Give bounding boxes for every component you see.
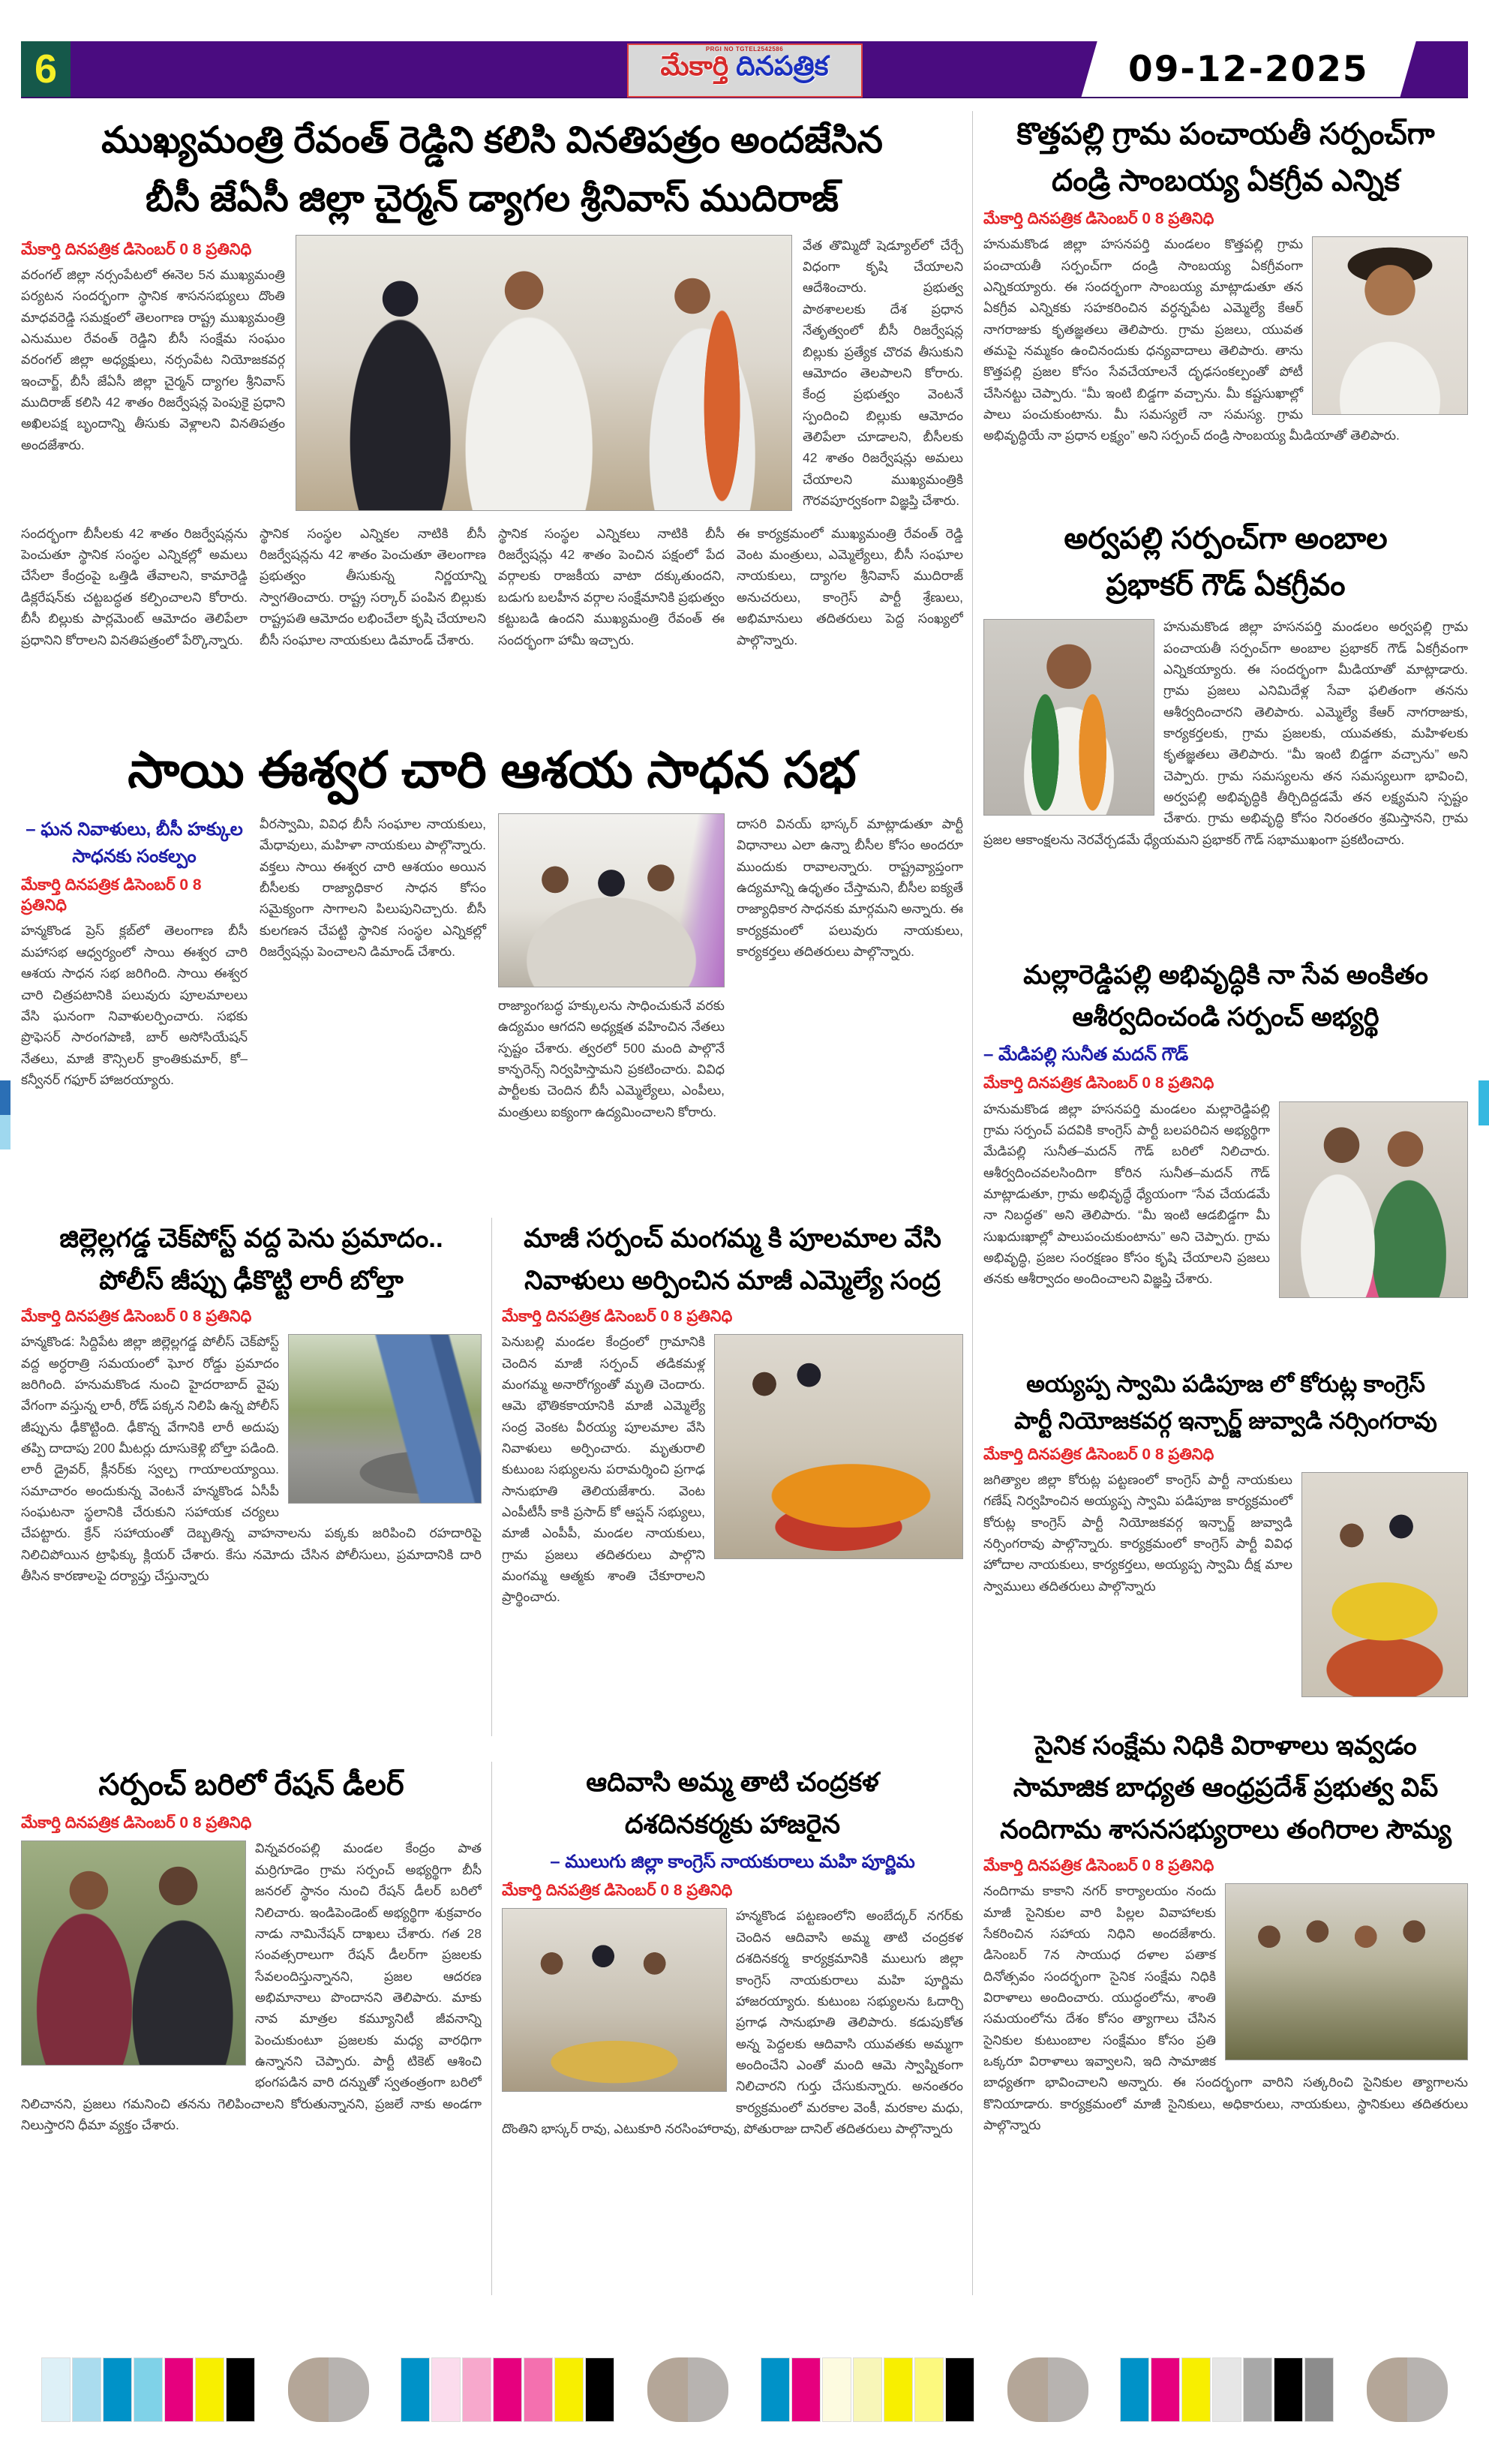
photo-funeral-garlands [714, 1334, 963, 1559]
color-swatch [1274, 2357, 1303, 2422]
a1-bottom-col3: స్థానిక సంస్థల ఎన్నికలు నాటికి బీసీ రిజర్వేషన్లు 42 శాతం పెంచిన పక్షంలో పేద వర్గాలకు రాజకీయ వాటా దక్కుతుందని, బడుగు బలహీన వర్గాల సంక్షేమానికి ప్రభుత్వం కట్టుబడి ఉందని ముఖ్యమంత్రి రేవంత్ ఈ సందర్భంగా హామీ ఇచ్చారు. [498, 525, 725, 648]
color-swatch [164, 2357, 194, 2422]
color-swatch [1304, 2357, 1334, 2422]
print-color-capsule [1367, 2357, 1448, 2422]
photo-cm-revanth-greeting [296, 235, 792, 511]
main-section [21, 111, 973, 2295]
article-mangamma-tribute [492, 1218, 963, 1736]
article-ration-dealer [21, 1762, 492, 2295]
color-swatch [914, 2357, 944, 2422]
print-color-capsule [647, 2357, 728, 2422]
a3-headline-line1: జిల్లెల్లగడ్డ చెక్‌పోస్ట్ వద్ద పెను ప్రమాదం.. [59, 1223, 443, 1253]
color-swatch [1120, 2357, 1149, 2422]
a2-dateline: మేకార్తి దినపత్రిక డిసెంబర్ 0 8 ప్రతినిధి [21, 876, 202, 915]
photo-press-club-meeting [498, 813, 725, 987]
a6-body: హన్మకొండ పట్టణంలోని అంబేద్కర్ నగర్‌కు చెందిన ఆదివాసి అమ్మ తాటి చంద్రకళ దశదినకర్మ కార్యక్రమానికి ములుగు జిల్లా కాంగ్రెస్ నాయకురాలు మహి పూర్ణిమ హాజరయ్యారు. కుటుంబ సభ్యులను ఓదార్చి ప్రగాఢ సానుభూతి తెలిపారు. కడుపుకోత అన్న పెద్దలకు ఆదివాసి యువతకు అమ్మగా అందించేని ఎంతో మంది ఆమె స్వాప్నికంగా నిలిచారని గుర్తు చేసుకున్నారు. అనంతరం కార్యక్రమంలో మరకాల వెంకీ, మరకాల మధు, దొంతిని భాస్కర్ రావు, ఎటుకూరి నరసింహారావు, పోతురాజు దానిల్ తదితరులు పాల్గొన్నారు [502, 1908, 963, 2136]
r2-headline-line1: అర్వపల్లి సర్పంచ్‌గా అంబాల [1064, 522, 1388, 556]
photo-overturned-lorry [288, 1334, 482, 1504]
a2-body-col4: దాసరి వినయ్ భాస్కర్ మాట్లాడుతూ పార్టీ విధానాలు ఎలా ఉన్నా బీసీల కోసం అందరూ ముందుకు రావాలన్నారు. రాష్ట్రవ్యాప్తంగా ఉద్యమాన్ని ఉధృతం చేస్తామని, బీసీల ఐక్యతే రాజ్యాధికార సాధనకు మార్గమని అన్నారు. ఈ కార్యక్రమంలో పలువురు నాయకులు, కార్యకర్తలు తదితరులు పాల్గొన్నారు. [737, 816, 963, 959]
r5-dateline: మేకార్తి దినపత్రిక డిసెంబర్ 0 8 ప్రతినిధి [983, 1857, 1214, 1875]
a4-dateline: మేకార్తి దినపత్రిక డిసెంబర్ 0 8 ప్రతినిధి [21, 1814, 252, 1832]
article-cm-memorandum [21, 111, 963, 712]
logo-name-part2: దినపత్రిక [736, 50, 829, 81]
a5-body: పెనుబల్లి మండల కేంద్రంలో గ్రామానికి చెందిన మాజీ సర్పంచ్ తడికమళ్ల మంగమ్మ అనారోగ్యంతో మృతి చెందారు. ఆమె భౌతికకాయానికి మాజీ ఎమ్మెల్యే సంద్ర వెంకట వీరయ్య పూలమాల వేసి నివాళులు అర్పించారు. మృతురాలి కుటుంబ సభ్యులను పరామర్శించి ప్రగాఢ సానుభూతి తెలియజేశారు. వెంట ఎంపీటీసీ కాకి ప్రసాద్ కో ఆప్షన్ సభ్యులు, మాజీ ఎంపీపీ, మండల నాయకులు, గ్రామ ప్రజలు తదితరులు పాల్గొని మంగమ్మ ఆత్మకు శాంతి చేకూరాలని ప్రార్థించారు. [502, 1334, 705, 1605]
page-number: 6 [21, 41, 71, 97]
r5-body: నందిగామ కాకాని నగర్ కార్యాలయం నందు మాజీ సైనికుల వారి పిల్లల వివాహాలకు సేకరించిన సహాయ నిధిని అందజేశారు. డిసెంబర్ 7న సాయుధ దళాల పతాక దినోత్సవం సందర్భంగా సైనిక సంక్షేమ నిధికి విరాళాలు అందించారు. యుద్ధంలోను, శాంతి సమయంలోను దేశం కోసం త్యాగాలు చేసిన సైనికుల కుటుంబాల సంక్షేమం కోసం ప్రతి ఒక్కరూ విరాళాలు ఇవ్వాలని, ఇది సామాజిక బాధ్యతగా భావించాలని అన్నారు. ఈ సందర్భంగా వారిని సత్కరించి సైనికుల త్యాగాలను కొనియాడారు. కార్యక్రమంలో మాజీ సైనికులు, అధికారులు, నాయకులు, స్థానికులు తదితరులు పాల్గొన్నారు [983, 1883, 1468, 2133]
r2-body: హనుమకొండ జిల్లా హసనపర్తి మండలం అర్వపల్లి గ్రామ పంచాయతీ సర్పంచ్‌గా అంబాల ప్రభాకర్ గౌడ్ ఏకగ్రీవంగా ఎన్నికయ్యారు. ఈ సందర్భంగా మీడియాతో మాట్లాడారు. గ్రామ ప్రజలు ఎనిమిదేళ్ల సేవా ఫలితంగా తనను ఆశీర్వదించారని తెలిపారు. ఎమ్మెల్యే కేఆర్ నాగరాజుకు, కార్యకర్తలకు, గ్రామ ప్రజలకు, యువతకు, మహిళలకు కృతజ్ఞతలు తెలిపారు. “మీ ఇంటి బిడ్డగా వచ్చాను” అని చెప్పారు. గ్రామ సమస్యలను తన సమస్యలుగా భావించి, అర్వపల్లి అభివృద్ధికి తీర్చిదిద్దడమే తన లక్ష్యమని స్పష్టం చేశారు. గ్రామ అభివృద్ధి కోసం నిరంతరం శ్రమిస్తానని, గ్రామ ప్రజల ఆకాంక్షలను నెరవేర్చడమే ధ్యేయమని ప్రభాకర్ గౌడ్ సభాముఖంగా ప్రకటించారు. [983, 619, 1468, 847]
a1-bottom-col1: సందర్భంగా బీసీలకు 42 శాతం రిజర్వేషన్లను పెంచుతూ స్థానిక సంస్థల ఎన్నికల్లో అమలు చేసేలా కేంద్రంపై ఒత్తిడి తేవాలని, కామారెడ్డి డిక్లరేషన్‌కు చట్టబద్ధత కల్పించాలని కోరారు. బీసీ బిల్లుకు పార్లమెంట్ ఆమోదం తెలిపేలా ప్రధానిని కోరాలని వినతిపత్రంలో పేర్కొన్నారు. [21, 525, 248, 648]
color-swatch [1212, 2357, 1241, 2422]
color-swatch [853, 2357, 882, 2422]
r3-body: హనుమకొండ జిల్లా హసనపర్తి మండలం మల్లారెడ్డిపల్లి గ్రామ సర్పంచ్ పదవికి కాంగ్రెస్ పార్టీ బలపరిచిన అభ్యర్థిగా మేడిపల్లి సునీత–మదన్ గౌడ్ బరిలో నిలిచారు. ఆశీర్వదించవలసిందిగా కోరిన సునీత–మదన్ గౌడ్ మాట్లాడుతూ, గ్రామ అభివృద్ధే ధ్యేయంగా “సేవ చేయడమే నా నిబద్ధత” అని తెలిపారు. “మీ ఇంటి ఆడబిడ్డగా మీ సుఖదుఃఖాల్లో పాలుపంచుకుంటాను” అని చెప్పారు. గ్రామ అభివృద్ధి, ప్రజల సంరక్షణం కోసం కృషి చేయాలని ప్రజలు తనకు ఆశీర్వాదం అందించాలని విజ్ఞప్తి చేశారు. [983, 1101, 1270, 1287]
r5-headline-line1: సైనిక సంక్షేమ నిధికి విరాళాలు ఇవ్వడం [1034, 1731, 1417, 1761]
photo-ration-dealer-candidate [21, 1840, 246, 2066]
color-swatch [134, 2357, 163, 2422]
color-swatch [72, 2357, 101, 2422]
r3-subhead: – మేడిపల్లి సునీత మదన్ గౌడ్ [983, 1044, 1189, 1065]
color-swatch [103, 2357, 132, 2422]
a6-headline-line1: ఆదివాసి అమ్మ తాటి చంద్రకళ [586, 1768, 879, 1798]
color-swatch [401, 2357, 430, 2422]
color-swatch [761, 2357, 790, 2422]
r2-headline-line2: ప్రభాకర్ గౌడ్ ఏకగ్రీవం [1106, 569, 1346, 602]
a2-body-col2: వీరస్వామి, వివిధ బీసీ సంఘాల నాయకులు, మేధావులు, మహిళా నాయకులు పాల్గొన్నారు. వక్తలు సాయి ఈశ్వర చారి ఆశయం అయిన బీసీలకు రాజ్యాధికార సాధన కోసం సమైక్యంగా సాగాలని పిలుపునిచ్చారు. బీసీ కులగణన చేపట్టి స్థానిక సంస్థల ఎన్నికల్లో రిజర్వేషన్లు పెంచాలని డిమాండ్ చేశారు. [260, 816, 486, 959]
color-swatch [226, 2357, 255, 2422]
color-swatch [554, 2357, 584, 2422]
a6-headline-line2: దశదినకర్మకు హాజరైన [624, 1810, 841, 1840]
a1-dateline: మేకార్తి దినపత్రిక డిసెంబర్ 0 8 ప్రతినిధి [21, 240, 252, 258]
a1-headline-line2: బీసీ జేఏసీ జిల్లా చైర్మన్ డ్యాగల శ్రీనివాస్ ముదిరాజ్ [145, 179, 839, 220]
photo-ayyappa-pooja [1301, 1472, 1468, 1697]
color-swatch [945, 2357, 974, 2422]
color-swatch [41, 2357, 71, 2422]
a3-dateline: మేకార్తి దినపత్రిక డిసెంబర్ 0 8 ప్రతినిధి [21, 1307, 252, 1325]
logo-registration-number: PRGI NO TGTEL2542586 [705, 46, 784, 53]
photo-prabhakar-goud-garlanded [983, 619, 1154, 816]
a6-subhead: – ములుగు జిల్లా కాంగ్రెస్ నాయకురాలు మహి పూర్ణిమ [550, 1852, 915, 1873]
print-color-bar [1120, 2357, 1335, 2422]
article-sai-eshwar-chari [21, 738, 963, 1192]
a1-body-left: వరంగల్ జిల్లా నర్సంపేటలో ఈనెల 5న ముఖ్యమంత్రి పర్యటన సందర్భంగా స్థానిక శాసనసభ్యులు దొంతి మాధవరెడ్డి సమక్షంలో తెలంగాణ రాష్ట్ర ముఖ్యమంత్రి ఎనుముల రేవంత్ రెడ్డిని బీసీ సంక్షేమ సంఘం వరంగల్ జిల్లా అధ్యక్షులు, నర్సంపేట నియోజకవర్గ ఇంచార్జ్, బీసీ జేఏసీ జిల్లా చైర్మన్ ద్యాగల శ్రీనివాస్ ముదిరాజ్ కలిసి 42 శాతం రిజర్వేషన్ల పెంపుకై ప్రధాని అఖిలపక్ష బృందాన్ని తీసుకు వెళ్లాలని వినతిపత్రం అందజేశారు. [21, 267, 285, 452]
a2-subhead: – ఘన నివాళులు, బీసీ హక్కుల సాధనకు సంకల్పం [26, 819, 243, 867]
logo-name-part1: మేకార్తి [660, 50, 729, 81]
a5-headline-line1: మాజీ సర్పంచ్ మంగమ్మ కి పూలమాల వేసి [524, 1223, 941, 1253]
r1-body: హనుమకొండ జిల్లా హసనపర్తి మండలం కొత్తపల్లి గ్రామ పంచాయతీ సర్పంచ్‌గా దండ్రి సాంబయ్య ఏకగ్రీవంగా ఎన్నికయ్యారు. ఈ సందర్భంగా సాంబయ్య మాట్లాడుతూ తన ఏకగ్రీవ ఎన్నికకు సహకరించిన వర్ధన్నపేట ఎమ్మెల్యే కేఆర్ నాగరాజుకు కృతజ్ఞతలు తెలిపారు. గ్రామ ప్రజలు, యువత తమపై నమ్మకం ఉంచినందుకు ధన్యవాదాలు తెలిపారు. తాను కొత్తపల్లి ప్రజల కోసం సేవచేయాలనే దృఢసంకల్పంతో పోటీ చేసినట్టు చెప్పారు. “మీ ఇంటి బిడ్డగా వచ్చాను. మీ కష్టసుఖాల్లో పాలు పంచుకుంటాను. మీ సమస్యలే నా సమస్య. గ్రామ అభివృద్ధియే నా ప్రధాన లక్ష్యం” అని సర్పంచ్ దండ్రి సాంబయ్య మీడియాతో తెలిపారు. [983, 236, 1400, 443]
a4-headline: సర్పంచ్ బరిలో రేషన్ డీలర్ [98, 1768, 404, 1802]
print-color-bar [401, 2357, 616, 2422]
color-swatch [493, 2357, 522, 2422]
r1-headline-line1: కొత్తపల్లి గ్రామ పంచాయతీ సర్పంచ్‌గా [1016, 118, 1435, 151]
a1-bottom-col4: ఈ కార్యక్రమంలో ముఖ్యమంత్రి రేవంత్ రెడ్డి వెంట మంత్రులు, ఎమ్మెల్యేలు, బీసీ సంఘాల నాయకులు, ద్యాగల శ్రీనివాస్ ముదిరాజ్ అనుచరులు, కాంగ్రెస్ పార్టీ శ్రేణులు, అభిమానులు తదితరులు పెద్ద సంఖ్యలో పాల్గొన్నారు. [737, 525, 963, 648]
article-arvapalli-sarpanch [983, 515, 1468, 935]
r5-headline-line2: సామాజిక బాధ్యత ఆంధ్రప్రదేశ్ ప్రభుత్వ విప్ [1013, 1773, 1439, 1803]
color-swatch [1181, 2357, 1211, 2422]
sidebar-section [973, 111, 1468, 2295]
article-soldier-welfare-fund [983, 1725, 1468, 2233]
article-checkpost-accident [21, 1218, 492, 1736]
r4-dateline: మేకార్తి దినపత్రిక డిసెంబర్ 0 8 ప్రతినిధి [983, 1445, 1214, 1463]
r3-dateline: మేకార్తి దినపత్రిక డిసెంబర్ 0 8 ప్రతినిధి [983, 1074, 1214, 1092]
photo-ex-servicemen-group [1225, 1883, 1468, 2060]
registration-mark-right [1478, 1080, 1489, 1125]
print-calibration-strip [41, 2357, 1448, 2422]
a5-dateline: మేకార్తి దినపత్రిక డిసెంబర్ 0 8 ప్రతినిధి [502, 1307, 733, 1325]
color-swatch [524, 2357, 553, 2422]
r1-dateline: మేకార్తి దినపత్రిక డిసెంబర్ 0 8 ప్రతినిధి [983, 210, 1214, 227]
color-swatch [822, 2357, 851, 2422]
photo-dandri-sambaiah-portrait [1312, 236, 1468, 415]
a5-headline-line2: నివాళులు అర్పించిన మాజీ ఎమ్మెల్యే సంద్ర [524, 1265, 941, 1295]
edition-date: 09-12-2025 [1128, 48, 1370, 90]
a3-body: హన్మకొండ: సిద్దిపేట జిల్లా జిల్లెల్లగడ్డ పోలీస్ చెక్‌పోస్ట్ వద్ద అర్ధరాత్రి సమయంలో ఘోర రోడ్డు ప్రమాదం జరిగింది. హనుమకొండ నుంచి హైదరాబాద్ వైపు వేగంగా వస్తున్న లారీ, రోడ్ పక్కన నిలిపి ఉన్న పోలీస్ జీప్పును ఢీకొట్టింది. ఢీకొన్న వేగానికి లారీ అదుపు తప్పి దాదాపు 200 మీటర్లు దూసుకెళ్లి బోల్తా పడింది. లారీ డ్రైవర్, క్లీనర్‌కు స్వల్ప గాయాలయ్యాయి. సమాచారం అందుకున్న వెంటనే హన్మకొండ ఏసీపీ సంఘటనా స్థలానికి చేరుకుని సహాయక చర్యలు చేపట్టారు. క్రేన్ సహాయంతో దెబ్బతిన్న వాహనాలను పక్కకు జరిపించి రహదారిపై నిలిచిపోయిన ట్రాఫిక్కు క్లియర్ చేశారు. కేసు నమోదు చేసిన పోలీసులు, ప్రమాదానికి దారి తీసిన కారణాలపై దర్యాప్తు చేస్తున్నారు [21, 1334, 482, 1583]
r1-headline-line2: దండ్రి సాంబయ్య ఏకగ్రీవ ఎన్నిక [1052, 164, 1400, 197]
color-swatch [462, 2357, 491, 2422]
r4-headline-line1: అయ్యప్ప స్వామి పడిపూజ లో కోరుట్ల కాంగ్రెస్ [1026, 1370, 1425, 1397]
a1-bottom-col2: స్థానిక సంస్థల ఎన్నికల నాటికి బీసీ రిజర్వేషన్లను 42 శాతం పెంచుతూ తెలంగాణ ప్రభుత్వం తీసుకున్న నిర్ణయాన్ని స్వాగతించారు. రాష్ట్ర సర్కార్ పంపిన బిల్లుకు రాష్ట్రపతి ఆమోదం లభించేలా కృషి చేయాలని బీసీ సంఘాల నాయకులు డిమాండ్ చేశారు. [260, 525, 486, 648]
photo-sunitha-madan-goud [1279, 1101, 1468, 1298]
a4-body: విన్నవరంపల్లి మండల కేంద్రం పాత మర్రిగూడెం గ్రామ సర్పంచ్ అభ్యర్థిగా బీసీ జనరల్ స్థానం నుంచి రేషన్ డీలర్ బరిలో నిలిచారు. ఇండిపెండెంట్ అభ్యర్థిగా శుక్రవారం నాడు నామినేషన్ దాఖలు చేశారు. గత 28 సంవత్సరాలుగా రేషన్ డీలర్‌గా ప్రజలకు సేవలందిస్తున్నానని, ప్రజల ఆదరణ అభిమానాలు పొందానని తెలిపారు. మాకు నావ మాత్రల కమ్యూనిటీ జీవనాన్ని పెంచుకుంటూ ప్రజలకు మధ్య వారధిగా ఉన్నానని చెప్పారు. పార్టీ టికెట్ ఆశించి భంగపడిన వారి దన్నుతో స్వతంత్రంగా బరిలో నిలిచానని, ప్రజలు గమనించి తనను గెలిపించాలని కోరుతున్నానని, ప్రజలే నాకు అండగా నిలుస్తారని ధీమా వ్యక్తం చేశారు. [21, 1840, 482, 2132]
a1-body-right: వేత తొమ్మిదో షెడ్యూల్‌లో చేర్చే విధంగా కృషి చేయాలని ఆదేశించారు. ప్రభుత్వ పాఠశాలలకు దేశ ప్రధాన నేతృత్వంలో బీసీ రిజర్వేషన్ల బిల్లుకు ప్రత్యేక చొరవ తీసుకుని ఆమోదం తెలపాలని కోరారు. కేంద్ర ప్రభుత్వం వెంటనే స్పందించి బిల్లుకు ఆమోదం తెలిపేలా చూడాలని, బీసీలకు 42 శాతం రిజర్వేషన్లు అమలు చేయాలని ముఖ్యమంత్రికి గౌరవపూర్వకంగా విజ్ఞప్తి చేశారు. [803, 237, 963, 508]
a2-body-col1: హన్మకొండ ప్రెస్ క్లబ్‌లో తెలంగాణ బీసీ మహాసభ ఆధ్వర్యంలో సాయి ఈశ్వర చారి ఆశయ సాధన సభ జరిగింది. సాయి ఈశ్వర చారి చిత్రపటానికి పలువురు పూలమాలలు వేసి ఘనంగా నివాళులర్పించారు. సభకు ప్రొఫెసర్ సారంగపాణి, బార్ అసోసియేషన్ నేతలు, మాజీ కౌన్సిలర్ క్రాంతికుమార్, కో–కన్వీనర్ గఫూర్ హాజరయ్యారు. [21, 923, 248, 1087]
article-mallareddypalli-candidate [983, 954, 1468, 1345]
print-color-capsule [288, 2357, 369, 2422]
r3-headline-line2: ఆశీర్వదించండి సర్పంచ్ అభ్యర్థి [1072, 1002, 1379, 1032]
r4-headline-line2: పార్టీ నియోజకవర్గ ఇన్చార్జ్ జువ్వాడి నర్సింగరావు [1014, 1408, 1437, 1435]
article-chandrakala-rites [492, 1762, 963, 2295]
r4-body: జగిత్యాల జిల్లా కోరుట్ల పట్టణంలో కాంగ్రెస్ పార్టీ నాయకులు గణేష్ నిర్వహించిన అయ్యప్ప స్వామి పడిపూజ కార్యక్రమంలో కోరుట్ల కాంగ్రెస్ పార్టీ నియోజకవర్గ ఇన్చార్జ్ జువ్వాడి నర్సింగరావు పాల్గొన్నారు. కార్యక్రమంలో కాంగ్రెస్ పార్టీ వివిధ హోదాల నాయకులు, కార్యకర్తలు, అయ్యప్ప స్వామి దీక్ష మాల స్వాములు తదితరులు పాల్గొన్నారు [983, 1472, 1292, 1594]
r3-headline-line1: మల్లారెడ్డిపల్లి అభివృద్ధికి నా సేవ అంకితం [1023, 960, 1428, 990]
newspaper-logo [627, 44, 863, 98]
article-ayyappa-padipuja [983, 1366, 1468, 1705]
color-swatch [585, 2357, 614, 2422]
masthead-bar [21, 41, 1468, 98]
a6-dateline: మేకార్తి దినపత్రిక డిసెంబర్ 0 8 ప్రతినిధి [502, 1882, 733, 1900]
a2-body-col3: రాజ్యాంగబద్ధ హక్కులను సాధించుకునే వరకు ఉద్యమం ఆగదని అధ్యక్షత వహించిన నేతలు స్పష్టం చేశారు. త్వరలో 500 మంది పాల్గొనే కాన్ఫరెన్స్ నిర్వహిస్తామని ప్రకటించారు. వివిధ పార్టీలకు చెందిన బీసీ ఎమ్మెల్యేలు, ఎంపీలు, మంత్రులు ఐక్యంగా ఉద్యమించాలని కోరారు. [498, 997, 725, 1119]
color-swatch [1243, 2357, 1272, 2422]
color-swatch [1151, 2357, 1180, 2422]
a1-headline-line1: ముఖ్యమంత్రి రేవంత్ రెడ్డిని కలిసి వినతిపత్రం అందజేసిన [101, 120, 883, 161]
date-plate [1082, 41, 1416, 98]
print-color-bar [761, 2357, 976, 2422]
r5-headline-line3: నందిగామ శాసనసభ్యురాలు తంగిరాల సౌమ్య [1000, 1815, 1451, 1845]
color-swatch [431, 2357, 461, 2422]
a3-headline-line2: పోలీస్ జీప్పు ఢీకొట్టి లారీ బోల్తా [99, 1265, 404, 1295]
color-swatch [195, 2357, 224, 2422]
page-body [21, 111, 1468, 2295]
registration-mark-left [0, 1080, 11, 1149]
color-swatch [884, 2357, 913, 2422]
print-color-capsule [1007, 2357, 1088, 2422]
a2-headline: సాయి ఈశ్వర చారి ఆశయ సాధన సభ [128, 741, 857, 798]
color-swatch [791, 2357, 821, 2422]
article-kothapalli-sarpanch [983, 111, 1468, 496]
photo-memorial-gathering [502, 1908, 727, 2092]
print-color-bar [41, 2357, 257, 2422]
